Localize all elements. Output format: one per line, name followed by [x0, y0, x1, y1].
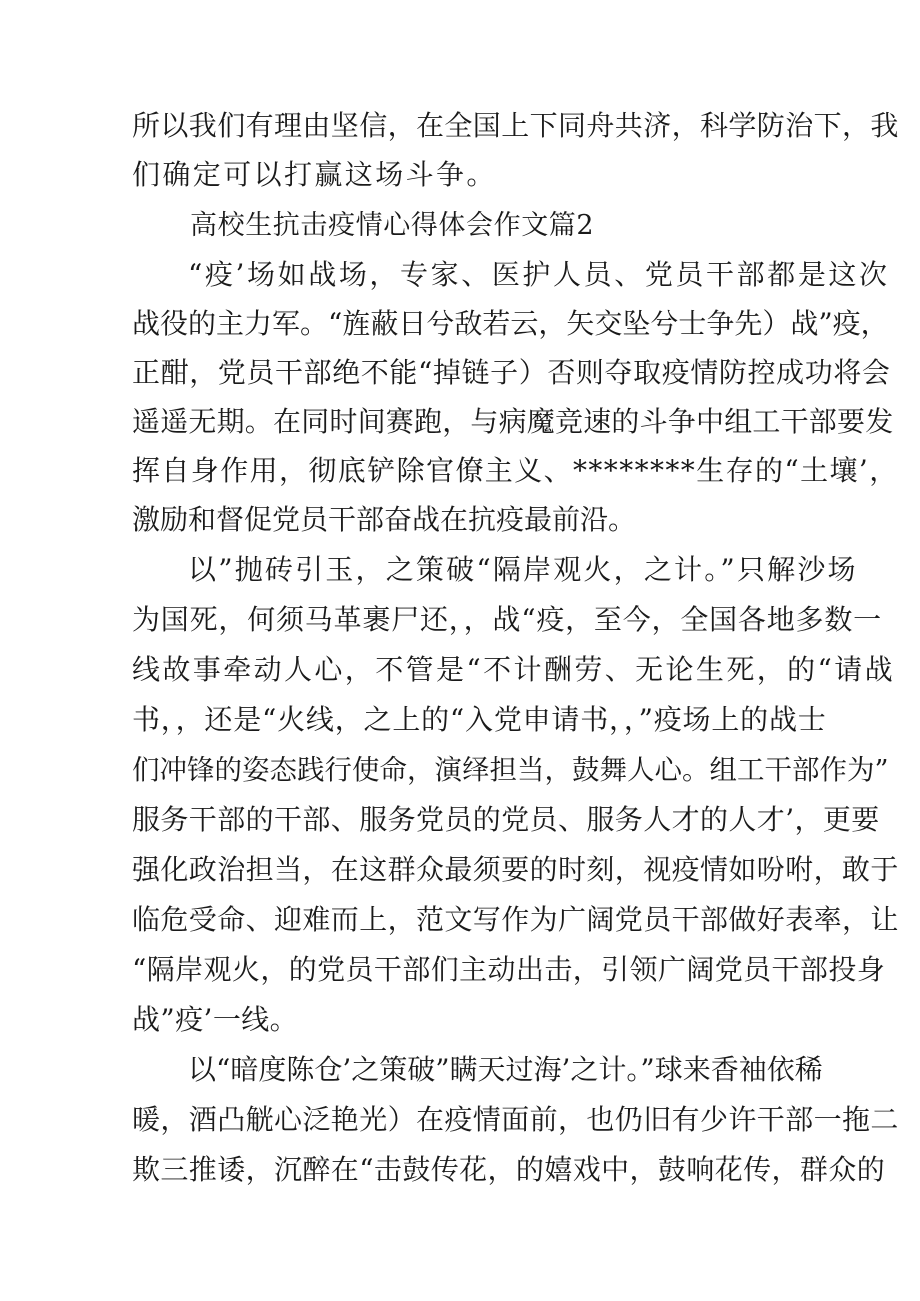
text-line: 战役的主力军。“旌蔽日兮敌若云，矢交坠兮士争先）战”疫，: [132, 307, 889, 340]
text-line: 激励和督促党员干部奋战在抗疫最前沿。: [132, 503, 637, 536]
text-line: 线故事牵动人心，不管是“不计酬劳、无论生死，的“请战: [132, 653, 896, 686]
text-line: “隔岸观火，的党员干部们主动出击，引领广阔党员干部投身: [132, 953, 886, 986]
text-line: 们确定可以打赢这场斗争。: [132, 158, 497, 191]
text-line: 强化政治担当，在这群众最须要的时刻，视疫情如吩咐，敢于: [132, 853, 899, 886]
section-heading: 高校生抗击疫情心得体会作文篇2: [190, 210, 595, 241]
text-line: 所以我们有理由坚信，在全国上下同舟共济，科学防治下，我: [132, 109, 899, 142]
text-line: 以”抛砖引玉，之策破“隔岸观火，之计。”只解沙场: [188, 553, 858, 586]
text-line: 以“暗度陈仓’之策破”瞒天过海’之计。”球来香袖依稀: [188, 1053, 823, 1086]
text-line: 战”疫’一线。: [132, 1003, 299, 1036]
text-line: 临危受命、迎难而上，范文写作为广阔党员干部做好表率，让: [132, 903, 899, 936]
text-line: 服务干部的干部、服务党员的党员、服务人才的人才’，更要: [132, 803, 880, 836]
text-line: “疫’场如战场，专家、医护人员、党员干部都是这次: [188, 258, 890, 291]
text-line: 为国死，何须马革裹尸还，，战“疫，至今，全国各地多数一: [132, 603, 882, 636]
text-line: 挥自身作用，彻底铲除官僚主义、********生存的“土壤’，: [132, 454, 899, 487]
text-line: 暖，酒凸觥心泛艳光）在疫情面前，也仍旧有少许干部一拖二: [132, 1103, 899, 1136]
text-line: 们冲锋的姿态践行使命，演绎担当，鼓舞人心。组工干部作为”: [132, 754, 889, 786]
text-line: 书，，还是“火线，之上的“入党申请书，，”疫场上的战士: [132, 703, 827, 736]
text-line: 正酣，党员干部绝不能“掉链子）否则夺取疫情防控成功将会: [132, 356, 891, 389]
text-line: 遥遥无期。在同时间赛跑，与病魔竞速的斗争中组工干部要发: [132, 405, 894, 438]
text-line: 欺三推诿，沉醉在“击鼓传花，的嬉戏中，鼓响花传，群众的: [132, 1153, 886, 1186]
